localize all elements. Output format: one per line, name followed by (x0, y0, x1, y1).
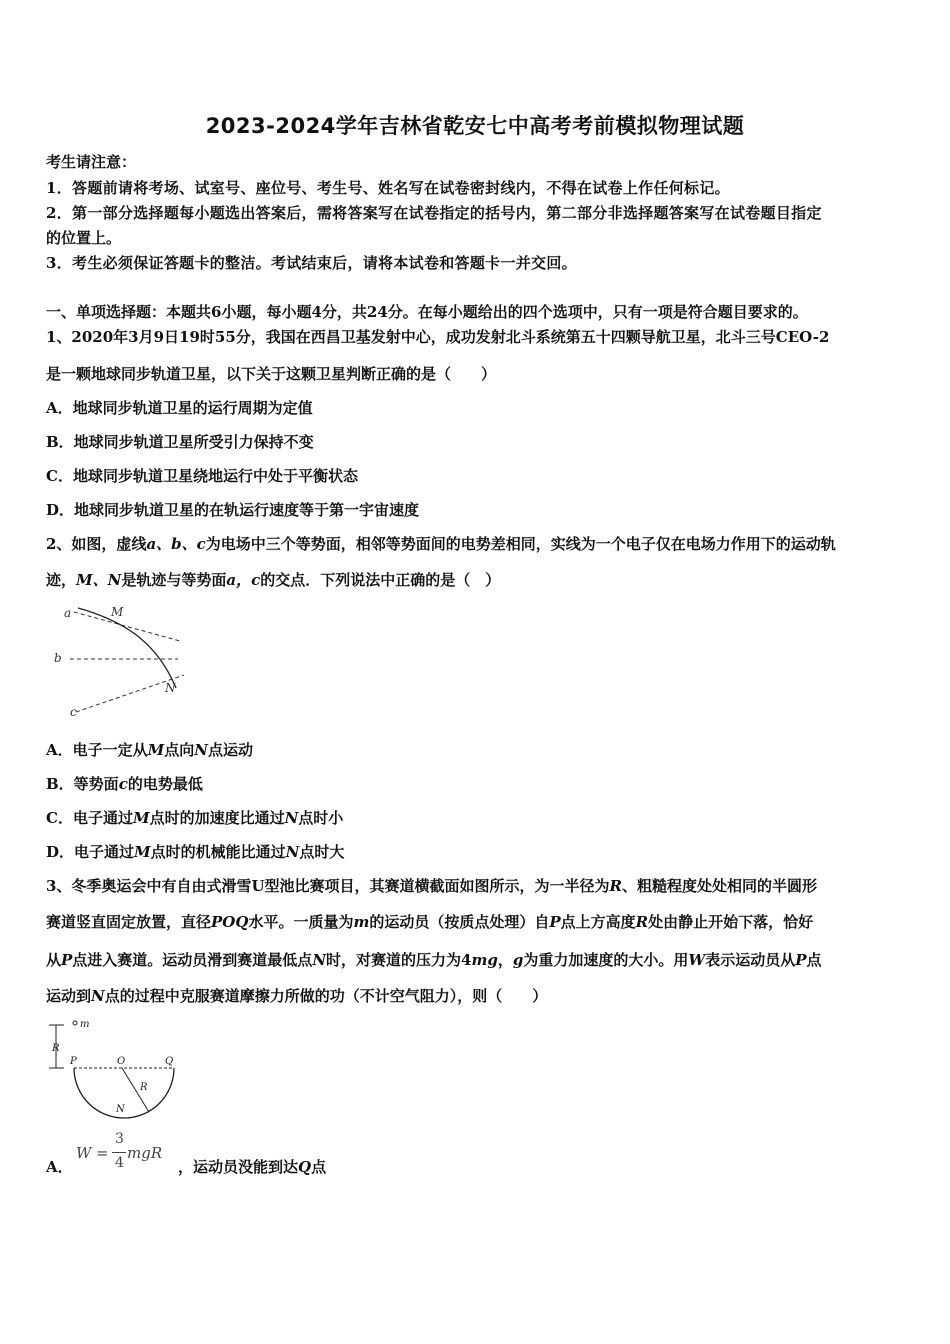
label-height-R: R (52, 1043, 60, 1054)
q2-stem-line2: 迹，M、N是轨迹与等势面a，c的交点．下列说法中正确的是（ ） (46, 571, 501, 589)
halfpipe-figure (44, 1016, 194, 1126)
q2-option-c: C．电子通过M点时的加速度比通过N点时小 (46, 809, 344, 827)
q1-stem-line1: 1、2020年3月9日19时55分，我国在西昌卫基发射中心，成功发射北斗系统第五十四颗导航卫星，北斗三号CEO-2 (46, 328, 830, 346)
notice-item-1: 1．答题前请将考场、试室号、座位号、考生号、姓名写在试卷密封线内，不得在试卷上作任何标记。 (46, 179, 730, 197)
label-O: O (117, 1056, 126, 1067)
q3-option-a-label: A． (46, 1158, 73, 1176)
athlete-point (73, 1021, 77, 1025)
q2-option-b: B．等势面c的电势最低 (46, 775, 203, 793)
notice-item-2: 2．第一部分选择题每小题选出答案后，需将答案写在试卷指定的括号内，第二部分非选择题答案写在试卷题目指定 (46, 204, 822, 222)
q3-stem-line2: 赛道竖直固定放置，直径POQ水平。一质量为m的运动员（按质点处理）自P点上方高度R处由静止开始下落，恰好 (46, 913, 814, 931)
q3-option-a-formula: W = 3 4 mgR (76, 1131, 163, 1171)
label-P: P (70, 1056, 77, 1067)
section-heading: 一、单项选择题：本题共6小题，每小题4分，共24分。在每小题给出的四个选项中，只有一项是符合题目要求的。 (46, 303, 808, 321)
q3-stem-line3: 从P点进入赛道。运动员滑到赛道最低点N时，对赛道的压力为4mg，g为重力加速度的大小。用W表示运动员从P点 (46, 951, 822, 969)
q1-option-a: A．地球同步轨道卫星的运行周期为定值 (46, 399, 313, 417)
q2-option-a: A．电子一定从M点向N点运动 (46, 741, 253, 759)
equipotential-figure (48, 600, 198, 722)
q3-stem-line4: 运动到N点的过程中克服赛道摩擦力所做的功（不计空气阻力），则（ ） (46, 987, 548, 1005)
electron-trajectory (78, 608, 176, 688)
label-b: b (54, 651, 62, 665)
label-a: a (64, 606, 72, 620)
q1-option-b: B．地球同步轨道卫星所受引力保持不变 (46, 433, 314, 451)
q1-option-c: C．地球同步轨道卫星绕地运行中处于平衡状态 (46, 467, 358, 485)
q1-stem-line2: 是一颗地球同步轨道卫星，以下关于这颗卫星判断正确的是（ ） (46, 365, 497, 383)
label-N: N (116, 1104, 125, 1115)
page-title: 2023-2024学年吉林省乾安七中高考考前模拟物理试题 (205, 114, 745, 138)
q2-stem-line1: 2、如图，虚线a、b、c为电场中三个等势面，相邻等势面间的电势差相同，实线为一个电子仅在电场力作用下的运动轨 (46, 535, 836, 553)
q1-option-d: D．地球同步轨道卫星的在轨运行速度等于第一宇宙速度 (46, 501, 420, 519)
label-m: m (80, 1019, 90, 1030)
q3-option-a-text: ，运动员没能到达Q点 (178, 1158, 327, 1176)
q2-option-d: D．电子通过M点时的机械能比通过N点时大 (46, 843, 345, 861)
label-c: c (70, 705, 77, 719)
label-N: N (165, 681, 176, 695)
q3-stem-line1: 3、冬季奥运会中有自由式滑雪U型池比赛项目，其赛道横截面如图所示，为一半径为R、粗糙程度处处相同的半圆形 (46, 877, 818, 895)
notice-item-3: 3．考生必须保证答题卡的整洁。考试结束后，请将本试卷和答题卡一并交回。 (46, 254, 577, 272)
notice-item-2-cont: 的位置上。 (46, 229, 122, 247)
label-radius-R: R (140, 1082, 148, 1093)
label-M: M (111, 605, 124, 619)
notice-heading: 考生请注意： (46, 153, 137, 171)
equipotential-line-a (74, 612, 180, 641)
label-Q: Q (165, 1056, 174, 1067)
